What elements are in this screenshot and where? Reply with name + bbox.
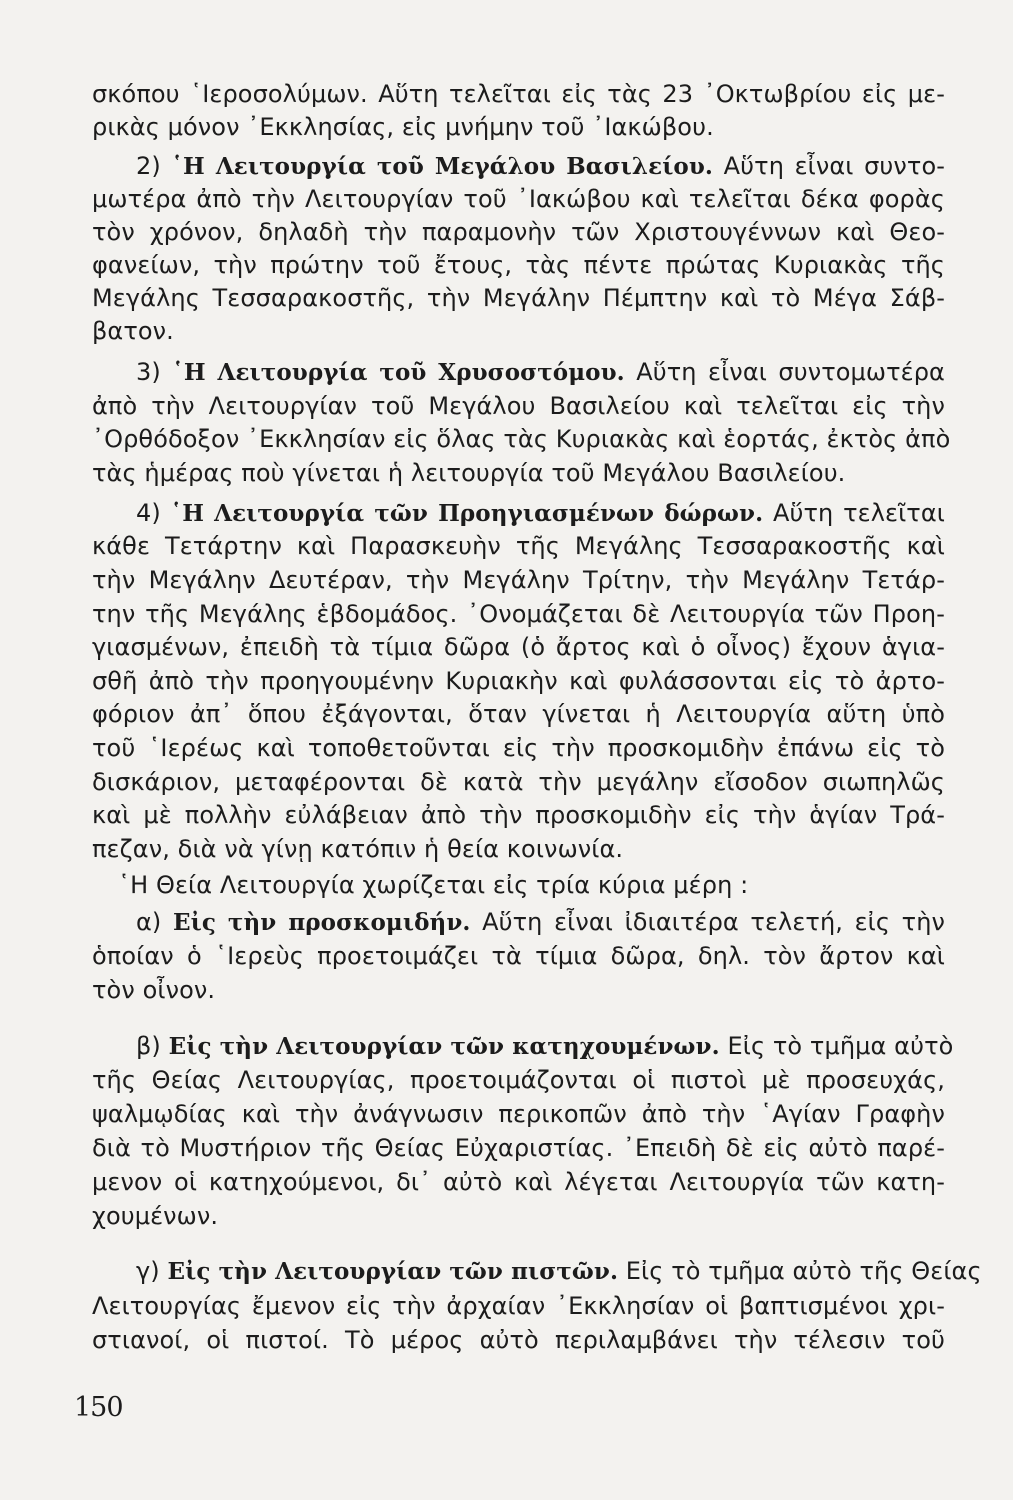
page-number: 150 — [74, 1392, 123, 1423]
text-line-14: κάθε Τετάρτην καὶ Παρασκευὴν τῆς Μεγάλης Τεσσαρακοστῆς καὶ — [92, 532, 945, 560]
section-4-text: Αὕτη τελεῖται — [772, 499, 945, 527]
part-a-line — [136, 906, 945, 939]
part-b-text: Εἰς τὸ τμῆμα αὐτὸ — [727, 1032, 954, 1060]
text-line-33: χουμένων. — [92, 1202, 219, 1230]
section-4-number: 4) — [136, 499, 161, 527]
text-line-6: φανείων, τὴν πρώτην τοῦ ἔτους, τὰς πέντε πρώτας Κυριακὰς τῆς — [92, 251, 945, 279]
text-line-27: τὸν οἶνον. — [92, 976, 216, 1004]
text-line-17: γιασμένων, ἐπειδὴ τὰ τίμια δῶρα (ὁ ἄρτος καὶ ὁ οἶνος) ἔχουν ἁγια- — [92, 633, 945, 661]
text-line-1: σκόπου ῾Ιεροσολύμων. Αὕτη τελεῖται εἰς τὰς 23 ᾿Οκτωβρίου εἰς με- — [92, 80, 945, 108]
section-2-text: Αὕτη εἶναι συντο- — [723, 152, 946, 180]
parts-intro-line: ῾Η Θεία Λειτουργία χωρίζεται εἰς τρία κύρια μέρη : — [118, 871, 749, 899]
text-line-32: μενον οἱ κατηχούμενοι, δι᾿ αὐτὸ καὶ λέγεται Λειτουργία τῶν κατη- — [92, 1168, 945, 1196]
text-line-8: βατον. — [92, 317, 174, 345]
text-line-19: φόριον ἀπ᾿ ὅπου ἐξάγονται, ὅταν γίνεται ἡ Λειτουργία αὕτη ὑπὸ — [92, 700, 945, 728]
part-a-number: α) — [136, 908, 162, 936]
text-line-2: ρικὰς μόνον ᾿Εκκλησίας, εἰς μνήμην τοῦ ᾿Ιακώβου. — [92, 113, 714, 141]
text-line-18: σθῆ ἀπὸ τὴν προηγουμένην Κυριακὴν καὶ φυλάσσονται εἰς τὸ ἀρτο- — [92, 667, 945, 695]
section-2-heading: ῾Η Λειτουργία τοῦ Μεγάλου Βασιλείου. — [171, 153, 714, 180]
text-line-16: την τῆς Μεγάλης ἑβδομάδος. ᾿Ονομάζεται δὲ Λειτουργία τῶν Προη- — [92, 600, 945, 628]
text-line-22: καὶ μὲ πολλὴν εὐλάβειαν ἀπὸ τὴν προσκομιδὴν εἰς τὴν ἁγίαν Τρά- — [92, 801, 945, 829]
text-line-11: ᾿Ορθόδοξον ᾿Εκκλησίαν εἰς ὅλας τὰς Κυριακὰς καὶ ἑορτάς, ἐκτὸς ἀπὸ — [92, 425, 951, 453]
text-line-5: τὸν χρόνον, δηλαδὴ τὴν παραμονὴν τῶν Χριστουγέννων καὶ Θεο- — [92, 218, 945, 246]
text-line-7: Μεγάλης Τεσσαρακοστῆς, τὴν Μεγάλην Πέμπτην καὶ τὸ Μέγα Σάβ- — [92, 284, 945, 312]
part-c-text: Εἰς τὸ τμῆμα αὐτὸ τῆς Θείας — [625, 1257, 982, 1285]
part-c-heading: Εἰς τὴν Λειτουργίαν τῶν πιστῶν. — [167, 1258, 619, 1285]
section-3-line — [136, 356, 945, 389]
section-2-line — [136, 150, 945, 183]
part-c-line — [136, 1255, 982, 1288]
text-line-35: Λειτουργίας ἔμενον εἰς τὴν ἀρχαίαν ᾿Εκκλησίαν οἱ βαπτισμένοι χρι- — [92, 1292, 945, 1320]
part-c-number: γ) — [136, 1257, 160, 1285]
text-line-4: μωτέρα ἀπὸ τὴν Λειτουργίαν τοῦ ᾿Ιακώβου καὶ τελεῖται δέκα φορὰς — [92, 185, 945, 213]
part-a-text: Αὕτη εἶναι ἰδιαιτέρα τελετή, εἰς τὴν — [482, 908, 946, 936]
part-b-number: β) — [136, 1032, 161, 1060]
text-line-23: πεζαν, διὰ νὰ γίνῃ κατόπιν ἡ θεία κοινωνία. — [92, 835, 624, 863]
text-line-30: ψαλμῳδίας καὶ τὴν ἀνάγνωσιν περικοπῶν ἀπὸ τὴν ῾Αγίαν Γραφὴν — [92, 1100, 945, 1128]
text-line-36: στιανοί, οἱ πιστοί. Τὸ μέρος αὐτὸ περιλαμβάνει τὴν τέλεσιν τοῦ — [92, 1326, 945, 1354]
section-4-line — [136, 497, 945, 530]
section-3-number: 3) — [136, 358, 161, 386]
text-line-31: διὰ τὸ Μυστήριον τῆς Θείας Εὐχαριστίας. ᾿Επειδὴ δὲ εἰς αὐτὸ παρέ- — [92, 1134, 945, 1162]
text-line-15: τὴν Μεγάλην Δευτέραν, τὴν Μεγάλην Τρίτην, τὴν Μεγάλην Τετάρ- — [92, 566, 945, 594]
section-4-heading: ῾Η Λειτουργία τῶν Προηγιασμένων δώρων. — [170, 500, 764, 527]
part-b-heading: Εἰς τὴν Λειτουργίαν τῶν κατηχουμένων. — [168, 1033, 720, 1060]
part-a-heading: Εἰς τὴν προσκομιδήν. — [172, 909, 471, 936]
text-line-12: τὰς ἡμέρας ποὺ γίνεται ἡ λειτουργία τοῦ Μεγάλου Βασιλείου. — [92, 459, 846, 487]
section-3-text: Αὕτη εἶναι συντομωτέρα — [636, 358, 945, 386]
text-line-29: τῆς Θείας Λειτουργίας, προετοιμάζονται οἱ πιστοὶ μὲ προσευχάς, — [92, 1066, 945, 1094]
text-line-21: δισκάριον, μεταφέρονται δὲ κατὰ τὴν μεγάλην εἴσοδον σιωπηλῶς — [92, 768, 945, 796]
text-line-10: ἀπὸ τὴν Λειτουργίαν τοῦ Μεγάλου Βασιλείου καὶ τελεῖται εἰς τὴν — [92, 392, 945, 420]
section-2-number: 2) — [136, 152, 161, 180]
part-b-line — [136, 1030, 954, 1063]
text-line-20: τοῦ ῾Ιερέως καὶ τοποθετοῦνται εἰς τὴν προσκομιδὴν ἐπάνω εἰς τὸ — [92, 734, 945, 762]
section-3-heading: ῾Η Λειτουργία τοῦ Χρυσοστόμου. — [172, 359, 625, 386]
text-line-26: ὁποίαν ὁ ῾Ιερεὺς προετοιμάζει τὰ τίμια δῶρα, δηλ. τὸν ἄρτον καὶ — [92, 942, 945, 970]
